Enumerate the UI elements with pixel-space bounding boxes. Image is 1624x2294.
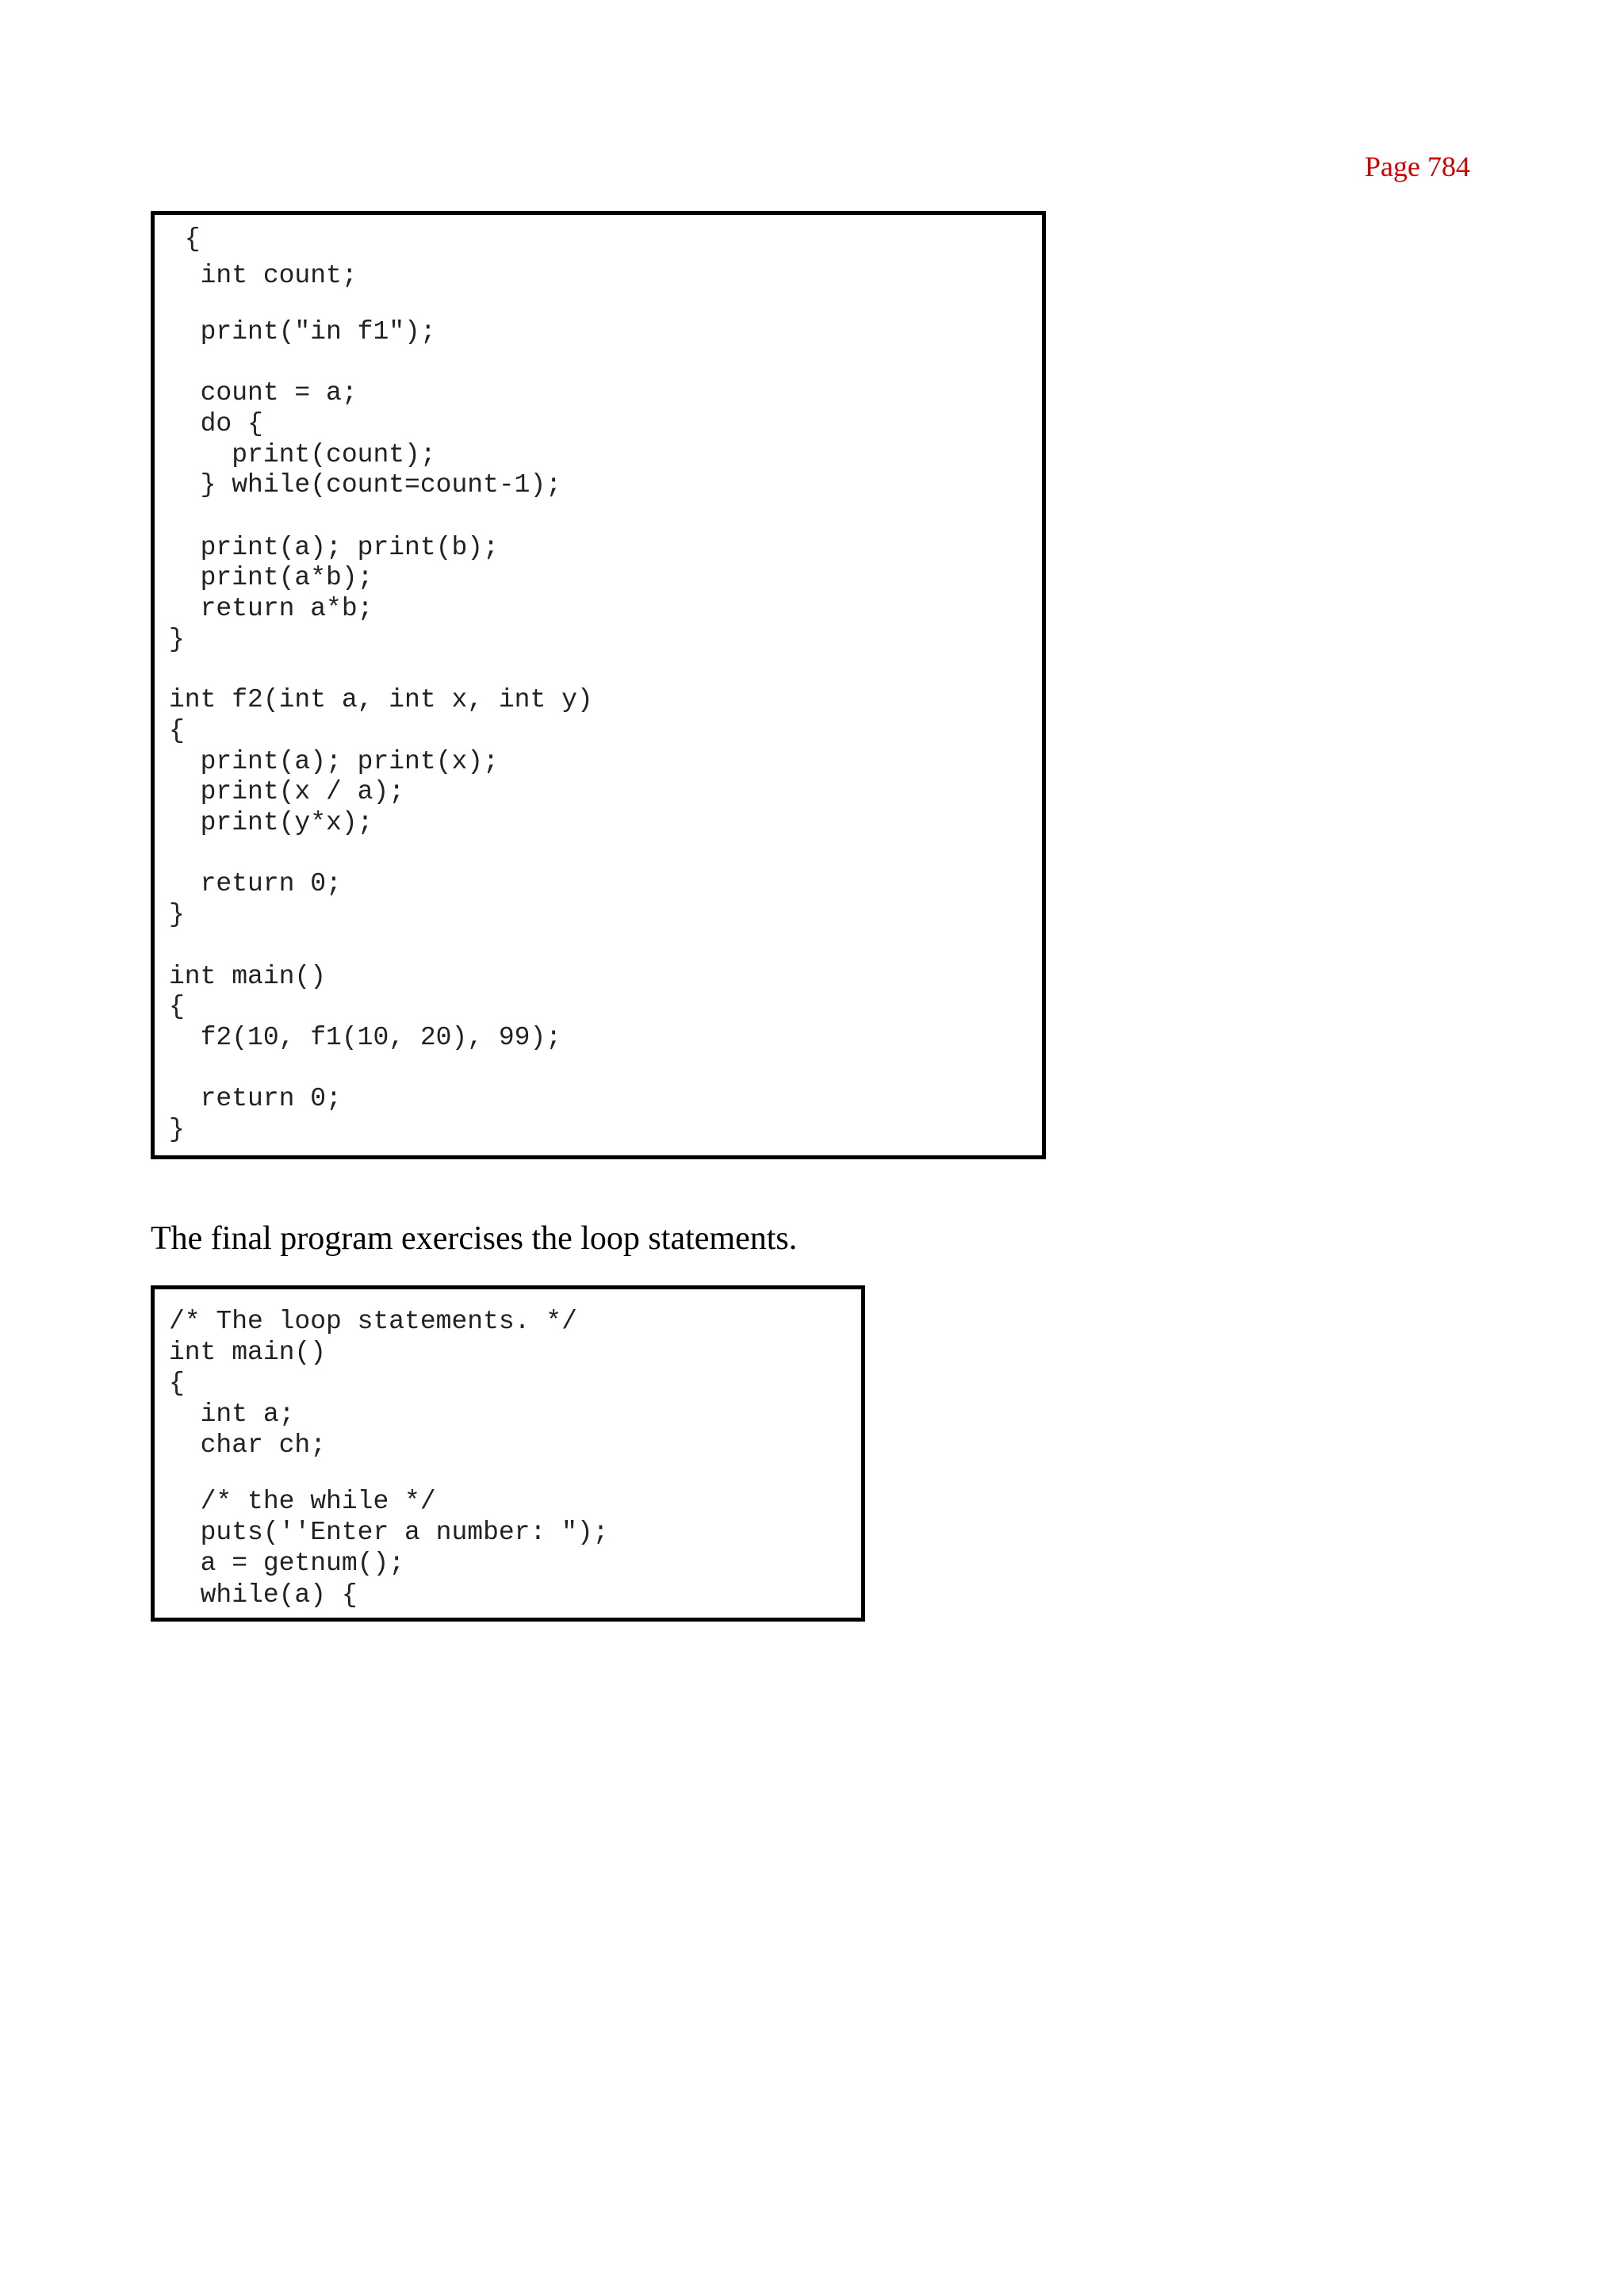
code-listing-continued: [151, 211, 1046, 1159]
code-line: print(a*b);: [169, 563, 373, 592]
code-line: puts(''Enter a number: ");: [169, 1518, 609, 1547]
code-line: count = a;: [169, 378, 358, 408]
code-line: while(a) {: [169, 1580, 358, 1610]
code-line: print(y*x);: [169, 808, 373, 837]
code-line: char ch;: [169, 1430, 327, 1460]
code-line: return 0;: [169, 1084, 342, 1113]
code-line: }: [169, 1115, 185, 1144]
code-line: int count;: [169, 261, 358, 290]
code-line: /* The loop statements. */: [169, 1307, 577, 1336]
code-listing-loops: [151, 1285, 865, 1622]
code-line: {: [169, 716, 185, 745]
code-line: int a;: [169, 1400, 295, 1429]
code-line: {: [169, 992, 185, 1021]
code-line: int main(): [169, 962, 327, 991]
code-line: print(x / a);: [169, 777, 405, 806]
code-line: int main(): [169, 1338, 327, 1367]
code-line: f2(10, f1(10, 20), 99);: [169, 1023, 562, 1052]
code-line: a = getnum();: [169, 1549, 405, 1578]
code-line: print("in f1");: [169, 317, 436, 347]
code-line: int f2(int a, int x, int y): [169, 685, 593, 714]
code-line: } while(count=count-1);: [169, 470, 562, 500]
code-line: }: [169, 625, 185, 654]
page-number: Page 784: [1365, 151, 1470, 182]
code-line: print(a); print(x);: [169, 747, 499, 776]
code-line: {: [169, 1369, 185, 1398]
code-line: print(count);: [169, 440, 436, 469]
code-line: }: [169, 900, 185, 929]
body-paragraph: The final program exercises the loop statements.: [151, 1220, 798, 1257]
code-line: return a*b;: [169, 594, 373, 623]
code-line: /* the while */: [169, 1487, 436, 1516]
code-line: return 0;: [169, 869, 342, 898]
code-line: {: [169, 224, 201, 254]
code-line: do {: [169, 409, 263, 439]
code-line: print(a); print(b);: [169, 533, 499, 562]
